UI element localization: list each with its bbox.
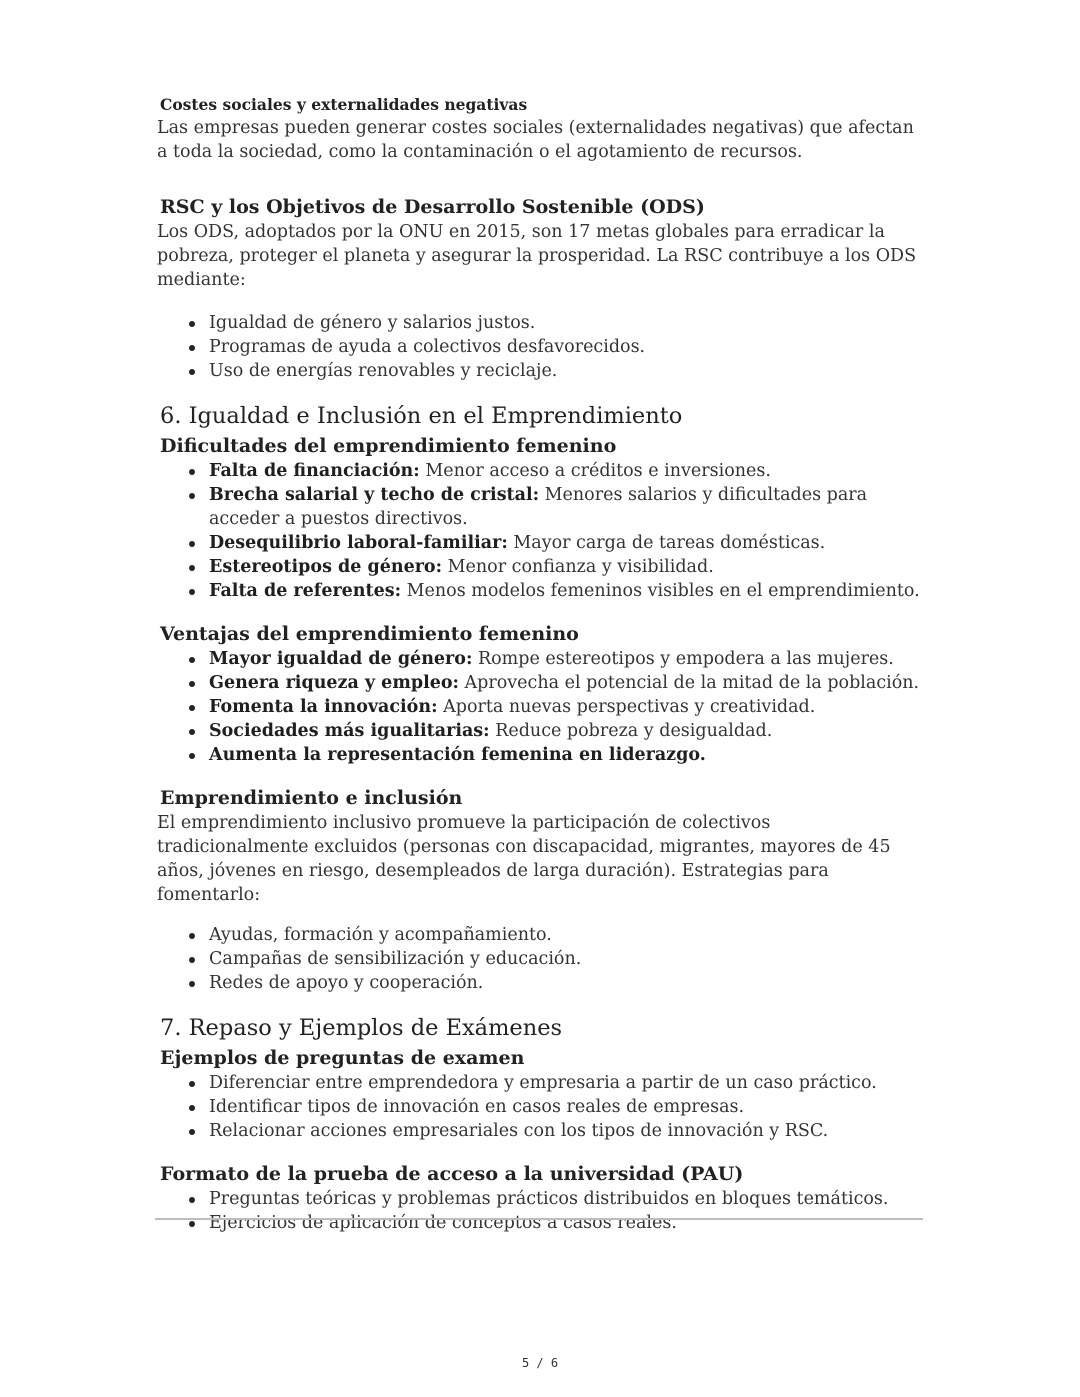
heading-dificultades: Dificultades del emprendimiento femenino — [160, 435, 617, 457]
list-item-term: Falta de referentes: — [209, 581, 402, 601]
list-rsc-ods — [157, 311, 927, 383]
horizontal-rule — [155, 1218, 923, 1220]
heading-ventajas: Ventajas del emprendimiento femenino — [160, 623, 579, 645]
list-item — [209, 647, 927, 671]
list-item-term: Falta de financiación: — [209, 461, 420, 481]
list-item-term: Genera riqueza y empleo: — [209, 673, 459, 693]
list-item: Identificar tipos de innovación en casos reales de empresas. — [209, 1095, 927, 1119]
list-item — [209, 531, 927, 555]
list-item — [209, 695, 927, 719]
list-item-term: Sociedades más igualitarias: — [209, 721, 490, 741]
heading-preguntas-examen: Ejemplos de preguntas de examen — [160, 1047, 525, 1069]
list-item: Redes de apoyo y cooperación. — [209, 971, 927, 995]
list-item — [209, 719, 927, 743]
list-item-desc: Menor acceso a créditos e inversiones. — [419, 461, 771, 481]
list-item: Diferenciar entre emprendedora y empresaria a partir de un caso práctico. — [209, 1071, 927, 1095]
document-page — [157, 94, 927, 1235]
list-item-desc: Mayor carga de tareas domésticas. — [507, 533, 826, 553]
list-item: Campañas de sensibilización y educación. — [209, 947, 927, 971]
list-item — [209, 459, 927, 483]
paragraph-rsc-ods: Los ODS, adoptados por la ONU en 2015, son 17 metas globales para erradicar la pobreza, proteger el planeta y asegurar la prosperidad. La RSC contribuye a los ODS mediante: — [157, 222, 917, 290]
list-item-desc: Menores salarios y dificultades para acceder a puestos directivos. — [209, 485, 868, 529]
list-item-desc: Menos modelos femeninos visibles en el emprendimiento. — [401, 581, 920, 601]
list-item: Preguntas teóricas y problemas prácticos distribuidos en bloques temáticos. — [209, 1187, 927, 1211]
list-item-desc: Aporta nuevas perspectivas y creatividad. — [437, 697, 816, 717]
list-item-desc: Aprovecha el potencial de la mitad de la población. — [458, 673, 920, 693]
list-item — [209, 483, 927, 531]
paragraph-costes-sociales: Las empresas pueden generar costes sociales (externalidades negativas) que afectan a toda la sociedad, como la contaminación o el agotamiento de recursos. — [157, 118, 914, 162]
list-item — [209, 555, 927, 579]
list-inclusion — [157, 923, 927, 995]
list-item-term: Mayor igualdad de género: — [209, 649, 473, 669]
list-item: Relacionar acciones empresariales con los tipos de innovación y RSC. — [209, 1119, 927, 1143]
list-item: Igualdad de género y salarios justos. — [209, 311, 927, 335]
list-item: Ayudas, formación y acompañamiento. — [209, 923, 927, 947]
heading-pau: Formato de la prueba de acceso a la universidad (PAU) — [160, 1163, 744, 1185]
list-item-desc: Menor confianza y visibilidad. — [442, 557, 714, 577]
list-item — [209, 743, 927, 767]
list-item-term: Fomenta la innovación: — [209, 697, 438, 717]
section-title-6: 6. Igualdad e Inclusión en el Emprendimiento — [160, 403, 683, 429]
list-item — [209, 579, 927, 603]
list-item-term: Brecha salarial y techo de cristal: — [209, 485, 540, 505]
list-item: Uso de energías renovables y reciclaje. — [209, 359, 927, 383]
list-ventajas — [157, 647, 927, 767]
list-item-term: Estereotipos de género: — [209, 557, 443, 577]
page-number: 5 / 6 — [521, 1356, 559, 1370]
heading-inclusion: Emprendimiento e inclusión — [160, 787, 463, 809]
list-preguntas-examen — [157, 1071, 927, 1143]
list-item — [209, 671, 927, 695]
list-item-desc: Reduce pobreza y desigualdad. — [489, 721, 773, 741]
list-item: Ejercicios de aplicación de conceptos a casos reales. — [209, 1211, 927, 1235]
list-dificultades — [157, 459, 927, 603]
heading-costes-sociales: Costes sociales y externalidades negativas — [160, 95, 528, 114]
list-item: Programas de ayuda a colectivos desfavorecidos. — [209, 335, 927, 359]
list-item-term: Aumenta la representación femenina en liderazgo. — [209, 745, 706, 765]
section-title-7: 7. Repaso y Ejemplos de Exámenes — [160, 1015, 563, 1041]
list-pau — [157, 1187, 927, 1235]
list-item-term: Desequilibrio laboral-familiar: — [209, 533, 508, 553]
paragraph-inclusion: El emprendimiento inclusivo promueve la participación de colectivos tradicionalmente excluidos (personas con discapacidad, migrantes, mayores de 45 años, jóvenes en riesgo, desempleados de larga duración). Estrategias para fomentarlo: — [157, 813, 891, 905]
list-item-desc: Rompe estereotipos y empodera a las mujeres. — [472, 649, 894, 669]
heading-rsc-ods: RSC y los Objetivos de Desarrollo Sostenible (ODS) — [160, 196, 705, 218]
